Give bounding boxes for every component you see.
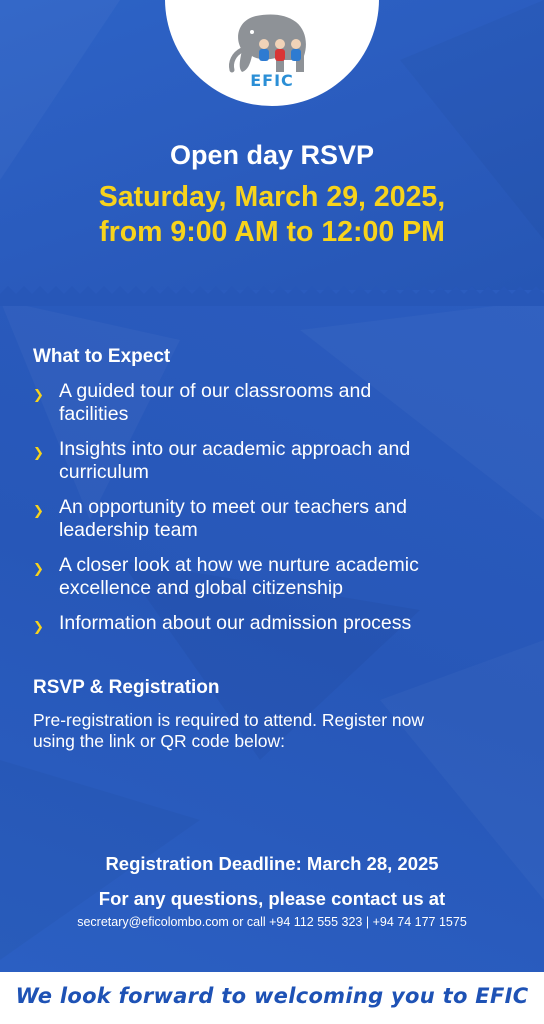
registration-line: using the link or QR code below: (33, 731, 285, 751)
contact-details: secretary@eficolombo.com or call +94 112 555 323 | +94 74 177 1575 (77, 915, 467, 929)
list-item (33, 554, 513, 600)
footer-text: We look forward to welcoming you to EFIC (15, 984, 529, 1008)
what-to-expect-list (33, 378, 513, 635)
registration-heading: RSVP & Registration (33, 677, 220, 698)
list-item-line: excellence and global citizenship (59, 577, 344, 599)
what-to-expect-heading: What to Expect (33, 346, 171, 367)
list-item (33, 438, 513, 484)
zigzag-divider (0, 282, 544, 306)
list-item-line: A guided tour of our classrooms and (59, 380, 372, 402)
list-item-line: A closer look at how we nurture academic (59, 554, 419, 576)
page-title: Open day RSVP (169, 140, 375, 170)
list-item (33, 496, 513, 542)
registration-line: Pre-registration is required to attend. Register now (33, 710, 425, 730)
event-date: Saturday, March 29, 2025, (98, 181, 446, 213)
list-item (33, 380, 513, 426)
elephant-with-children-icon (224, 10, 320, 76)
registration-text (33, 710, 513, 752)
list-item-line: facilities (59, 403, 129, 425)
list-item-line: Insights into our academic approach and (59, 438, 411, 460)
chevron-right-icon: ❯ (33, 504, 44, 519)
registration-deadline: Registration Deadline: March 28, 2025 (105, 853, 439, 874)
list-item-line: An opportunity to meet our teachers and (59, 496, 407, 518)
event-time: from 9:00 AM to 12:00 PM (99, 216, 445, 248)
logo-text: EFIC (250, 71, 294, 90)
list-item-line: leadership team (59, 519, 198, 541)
contact-heading: For any questions, please contact us at (98, 888, 446, 909)
chevron-right-icon: ❯ (33, 562, 44, 577)
footer-banner (0, 972, 544, 1024)
chevron-right-icon: ❯ (33, 620, 44, 635)
list-item-line: Information about our admission process (59, 612, 412, 634)
list-item (33, 612, 513, 635)
chevron-right-icon: ❯ (33, 446, 44, 461)
list-item-line: curriculum (59, 461, 149, 483)
chevron-right-icon: ❯ (33, 388, 44, 403)
